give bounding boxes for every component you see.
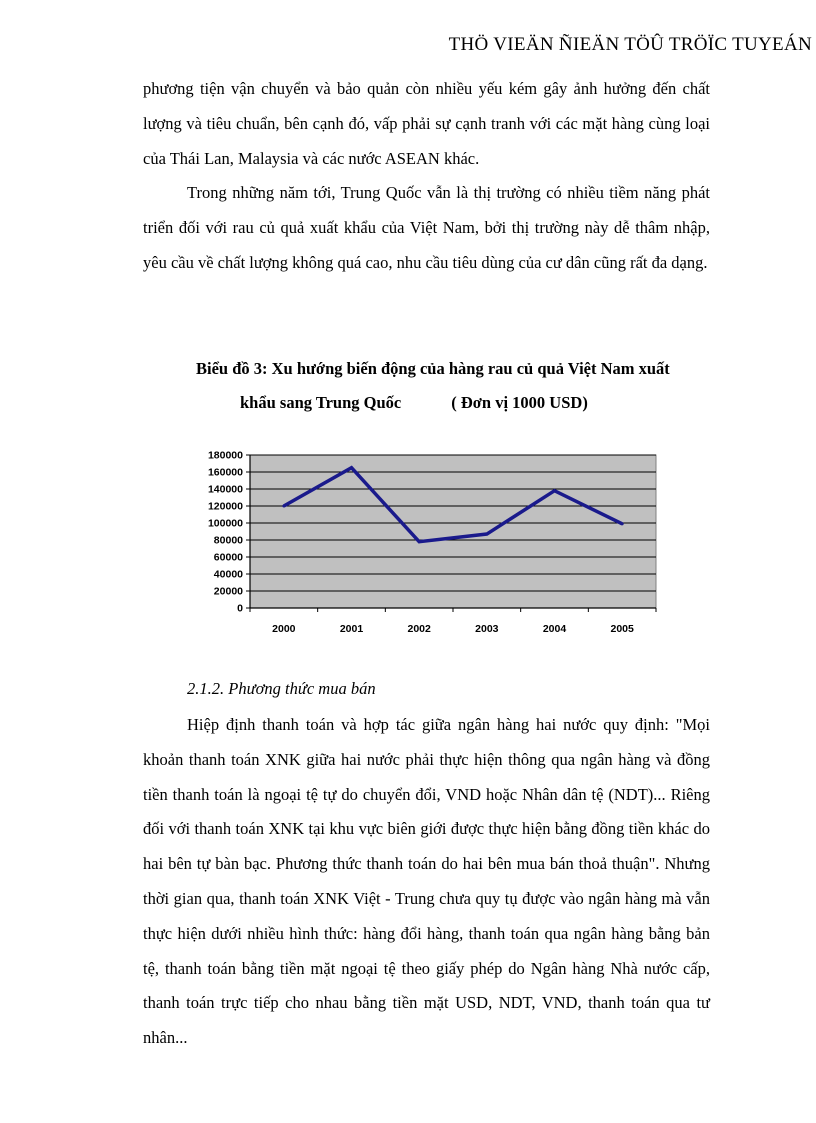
plot-area [250, 455, 656, 608]
caption-unit: ( Đơn vị 1000 USD) [451, 393, 588, 412]
data-point [418, 540, 421, 543]
paragraph-2: Trong những năm tới, Trung Quốc vẫn là thị trường có nhiều tiềm năng phát triển đối với rau củ quả xuất khẩu của Việt Nam, bởi thị trường này dễ thâm nhập, yêu cầu về chất lượng không quá cao, nhu cầu tiêu dùng của cư dân cũng rất đa dạng. [143, 183, 710, 272]
y-tick-label: 100000 [207, 517, 243, 530]
y-tick-label: 160000 [207, 466, 243, 479]
chart-caption [143, 352, 710, 420]
caption-line-2-text: khẩu sang Trung Quốc [240, 393, 402, 412]
x-tick-label: 2001 [339, 623, 364, 635]
y-tick-label: 40000 [213, 568, 243, 581]
y-tick-label: 60000 [213, 551, 243, 564]
line-chart [190, 445, 670, 645]
x-tick-label: 2004 [542, 623, 567, 635]
x-tick-label: 2003 [475, 623, 499, 635]
caption-line-2 [143, 386, 710, 420]
data-point [485, 533, 488, 536]
page-header: THÖ VIEÄN ÑIEÄN TÖÛ TRÖÏC TUYEÁN [448, 34, 812, 55]
y-tick-label: 180000 [207, 449, 243, 462]
y-tick-label: 120000 [207, 500, 243, 513]
paragraph-1: phương tiện vận chuyển và bảo quản còn nhiều yếu kém gây ảnh hưởng đến chất lượng và tiêu chuẩn, bên cạnh đó, vấp phải sự cạnh tranh với các mặt hàng cùng loại của Thái Lan, Malaysia và các nước ASEAN khác. [143, 79, 710, 168]
x-tick-label: 2002 [407, 623, 431, 635]
data-point [350, 466, 353, 469]
y-tick-label: 80000 [213, 534, 243, 547]
y-tick-label: 0 [237, 602, 243, 615]
y-tick-label: 140000 [207, 483, 243, 496]
section-subheading: 2.1.2. Phương thức mua bán [187, 679, 376, 698]
x-tick-label: 2000 [272, 623, 296, 635]
caption-line-1: Biểu đồ 3: Xu hướng biến động của hàng rau củ quả Việt Nam xuất [196, 359, 670, 378]
paragraph-3: Hiệp định thanh toán và hợp tác giữa ngân hàng hai nước quy định: "Mọi khoản thanh toán XNK giữa hai nước phải thực hiện thông qua ngân hàng và đồng tiền thanh toán là ngoại tệ tự do chuyển đổi, VND hoặc Nhân dân tệ (NDT)... Riêng đối với thanh toán XNK tại khu vực biên giới được thực hiện bằng đồng tiền khác do hai bên tự bàn bạc. Phương thức thanh toán do hai bên mua bán thoả thuận". Nhưng thời gian qua, thanh toán XNK Việt - Trung chưa quy tụ được vào ngân hàng mà vẫn thực hiện dưới nhiều hình thức: hàng đổi hàng, thanh toán qua ngân hàng bằng bản tệ, thanh toán bằng tiền mặt ngoại tệ theo giấy phép do Ngân hàng Nhà nước cấp, thanh toán trực tiếp cho nhau bằng tiền mặt USD, NDT, VND, thanh toán qua tư nhân... [143, 715, 710, 1048]
data-point [621, 522, 624, 525]
data-point [282, 505, 285, 508]
data-point [553, 489, 556, 492]
y-tick-label: 20000 [213, 585, 243, 598]
x-tick-label: 2005 [610, 623, 634, 635]
